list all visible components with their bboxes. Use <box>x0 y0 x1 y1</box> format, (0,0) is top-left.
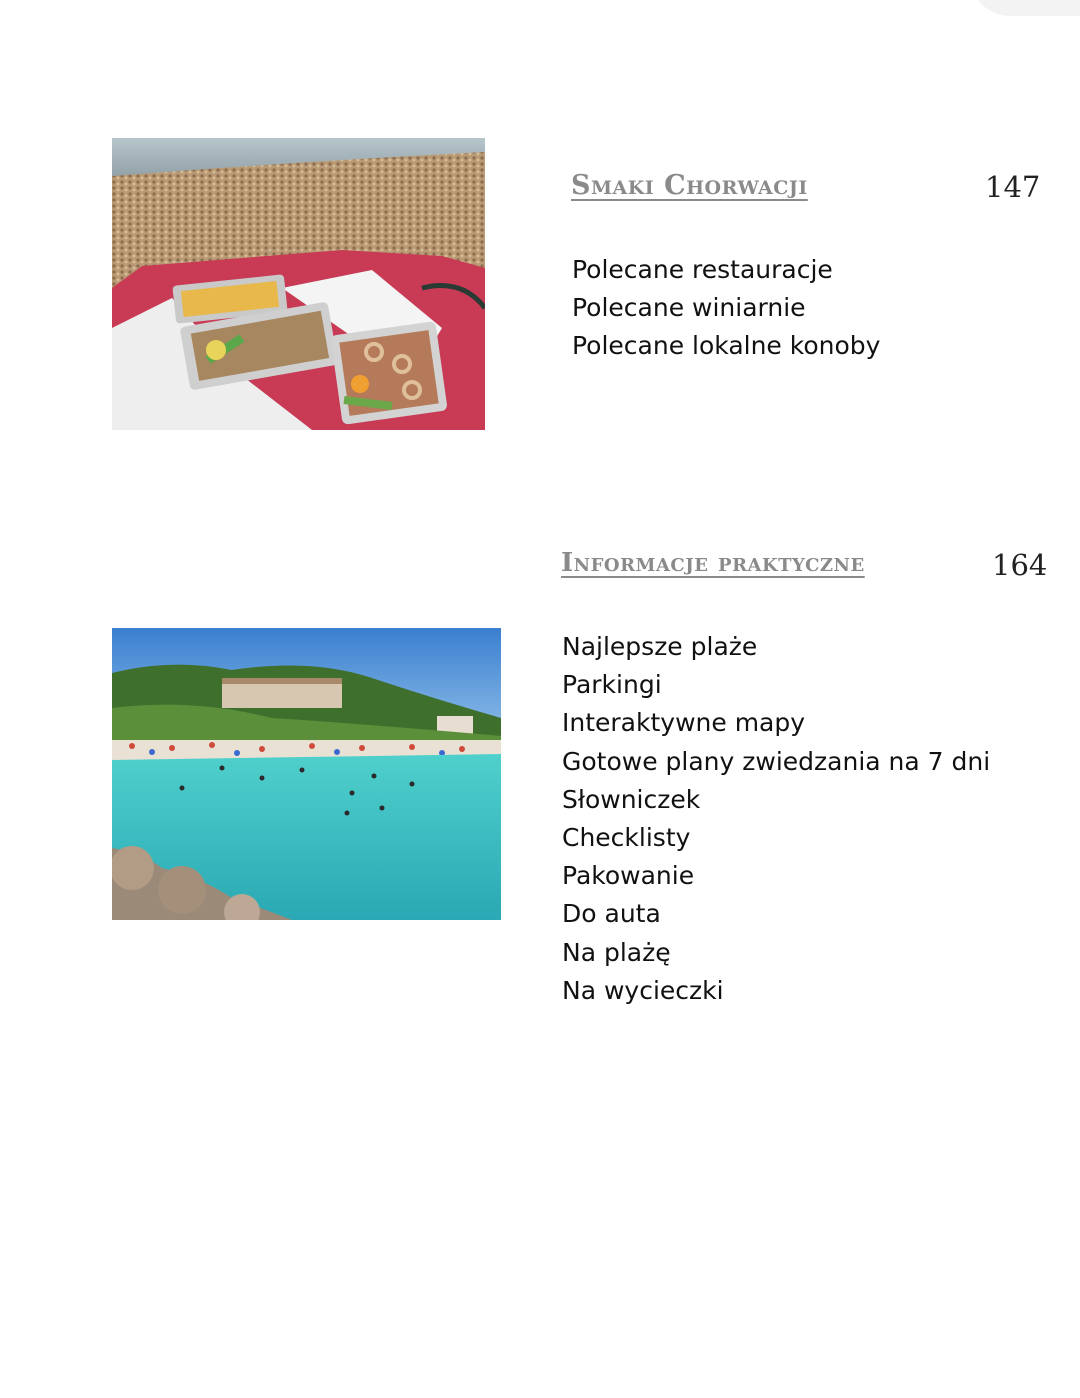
list-item: Na plażę <box>562 937 671 967</box>
list-item: Na wycieczki <box>562 975 724 1005</box>
page-number-smaki: 147 <box>985 170 1041 204</box>
list-item: Najlepsze plaże <box>562 632 758 661</box>
food-photo <box>112 138 485 430</box>
list-item: Interaktywne mapy <box>562 708 806 738</box>
section-items-smaki <box>572 251 880 365</box>
section-title-info[interactable]: Informacje praktyczne <box>561 548 865 578</box>
beach-photo <box>112 628 501 920</box>
section-title-smaki[interactable]: Smaki Chorwacji <box>571 170 808 201</box>
list-item: Słowniczek <box>562 784 701 814</box>
page-number-info: 164 <box>992 548 1048 582</box>
list-item: Gotowe plany zwiedzania na 7 dni <box>562 746 991 776</box>
section-items-info <box>562 628 990 1010</box>
list-item: Polecane winiarnie <box>572 293 806 322</box>
list-item: Checklisty <box>562 823 691 853</box>
list-item: Parkingi <box>562 670 662 700</box>
list-item: Do auta <box>562 899 661 929</box>
page-corner <box>970 0 1080 16</box>
list-item: Pakowanie <box>562 861 695 891</box>
list-item: Polecane lokalne konoby <box>572 331 881 360</box>
list-item: Polecane restauracje <box>572 255 833 284</box>
